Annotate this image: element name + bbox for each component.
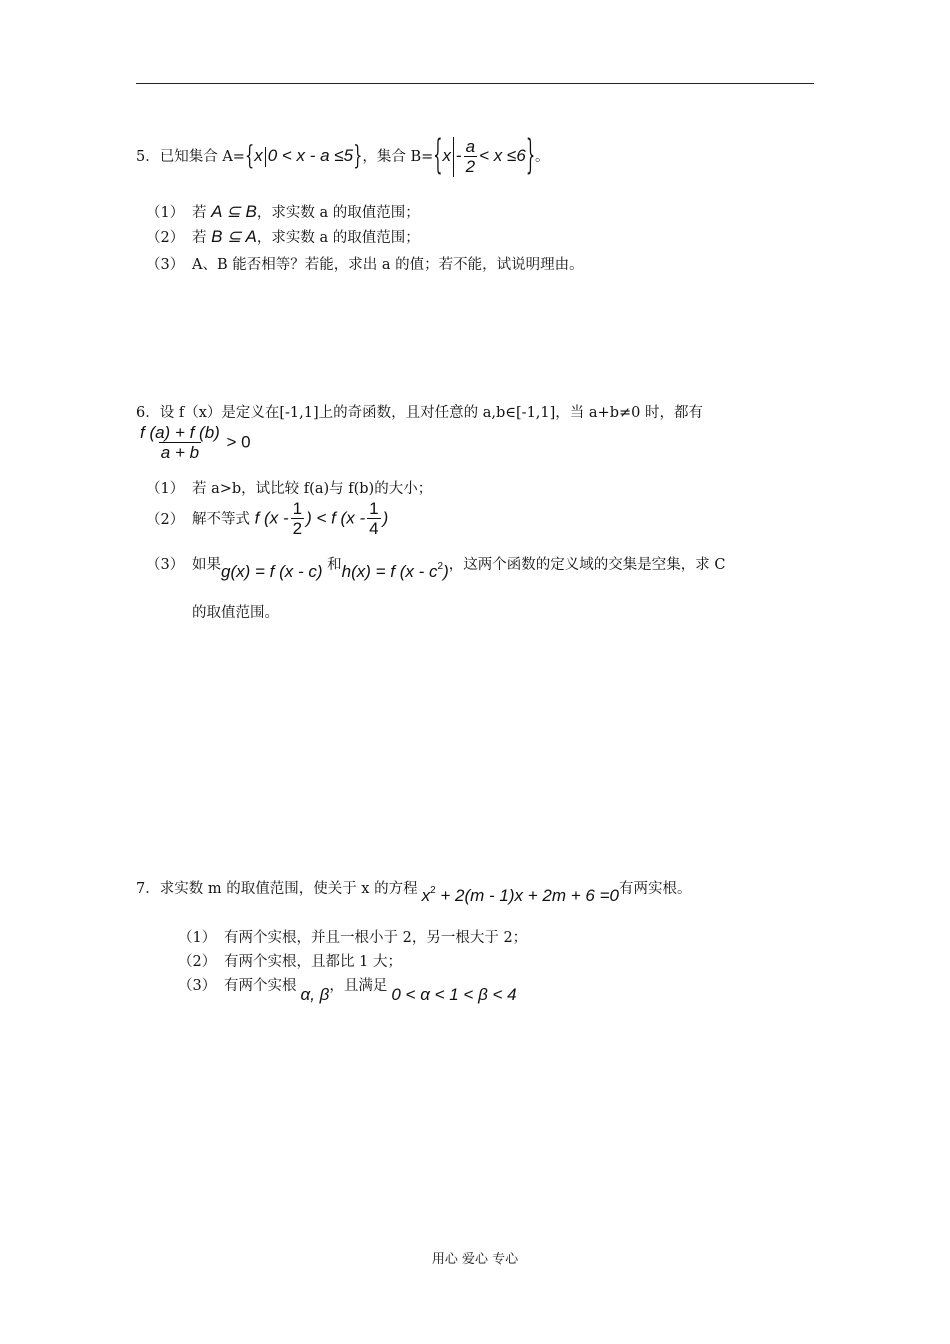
right-brace: } xyxy=(525,134,536,180)
set-bar xyxy=(453,137,454,177)
q6-item-3-continued: 的取值范围。 xyxy=(192,605,279,621)
set-bar xyxy=(265,147,266,167)
fraction-one-half: $\frac{1}{2}$ xyxy=(292,499,303,538)
left-brace: { xyxy=(244,142,255,172)
q5-item-2: （2） 若 B ⊆ A，求实数 a 的取值范围； xyxy=(146,227,420,246)
q6-stem: 6．设 f（x）是定义在[-1,1]上的奇函数，且对任意的 a,b∈[-1,1]，当 a+b≠0 时，都有 xyxy=(136,405,703,421)
q6-fraction: $\frac{f (a) + f (b)}{a + b}$ > 0 xyxy=(140,423,251,462)
q7-item-2: （2） 有两个实根，且都比 1 大； xyxy=(178,954,402,970)
fraction-fa-plus-fb: $\frac{f (a) + f (b)}{a + b}$ xyxy=(140,423,220,462)
fraction-one-quarter: $\frac{1}{4}$ xyxy=(369,499,379,538)
q6-item-3: （3） 如果g(x) = f (x - c) 和h(x) = f $(x - c^2)$，这两个函数的定义域的交集是空集，求 C xyxy=(146,557,726,581)
left-brace: { xyxy=(433,134,443,180)
page-footer: 用心 爱心 专心 xyxy=(431,1252,519,1267)
fraction-a-over-2: $\frac{a}{2}$ xyxy=(465,136,476,176)
q6-item-1: （1） 若 a>b，试比较 f(a)与 f(b)的大小； xyxy=(146,481,433,497)
q7-item-1: （1） 有两个实根，并且一根小于 2，另一根大于 2； xyxy=(178,930,528,946)
q6-item-2: （2） 解不等式 f (x - $\frac{1}{2}$ ) < f (x - $\frac{1}{4}$ ) xyxy=(146,499,389,538)
q5-item-1: （1） 若 A ⊆ B，求实数 a 的取值范围； xyxy=(146,202,420,221)
right-brace: } xyxy=(353,142,363,172)
q7-item-3: （3） 有两个实根 α, β，且满足 0 < α < 1 < β < 4 xyxy=(178,978,517,1004)
q7-stem: 7．求实数 m 的取值范围，使关于 x 的方程 $x^2 + 2(m - 1)x + 2m + 6 =0$有两实根。 xyxy=(136,881,692,905)
q5-stem: 5．已知集合 A={x 0 < x - a ≤5}，集合 B={x - $\frac{a}{2}$ < x ≤6}。 xyxy=(136,134,550,180)
q5-item-3: （3） A、B 能否相等？若能，求出 a 的值；若不能，试说明理由。 xyxy=(146,257,584,273)
header-rule xyxy=(136,83,814,84)
